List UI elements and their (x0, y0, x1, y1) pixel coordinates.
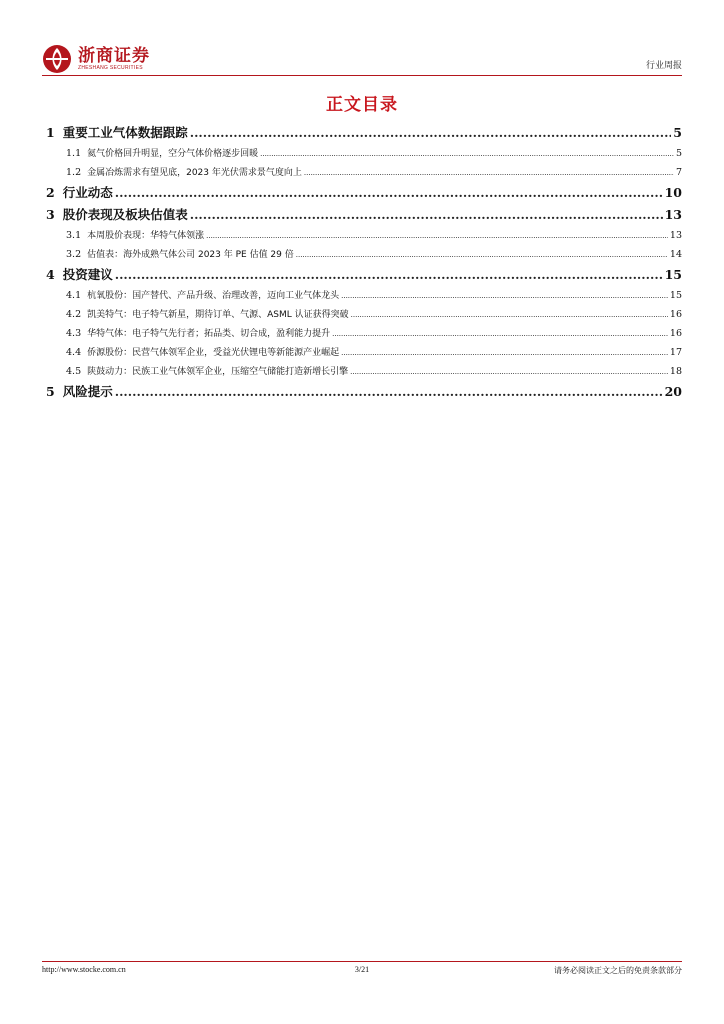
brand-logo (42, 44, 150, 74)
toc-dot-leader (332, 325, 668, 344)
toc-entry-page: 5 (675, 148, 682, 159)
toc-dot-leader (260, 145, 674, 164)
header-divider (42, 75, 682, 76)
toc-entry-number: 4.3 (66, 328, 82, 339)
toc-entry[interactable] (46, 324, 682, 343)
toc-entry-number: 3 (46, 207, 55, 222)
toc-entry-number: 4 (46, 267, 55, 282)
toc-title: 正文目录 (326, 95, 398, 115)
toc-entry-number: 4.5 (66, 366, 82, 377)
toc-entry-number: 2 (46, 185, 55, 200)
toc-dot-leader (115, 381, 663, 403)
toc-entry-page: 16 (669, 309, 682, 320)
toc-entry[interactable] (46, 305, 682, 324)
toc-entry[interactable] (46, 122, 682, 144)
page-header (42, 42, 682, 78)
toc-dot-leader (296, 246, 668, 265)
toc-entry-number: 1 (46, 125, 55, 140)
toc-entry[interactable] (46, 381, 682, 403)
toc-entry[interactable] (46, 264, 682, 286)
document-type: 行业周报 (645, 61, 682, 71)
toc-entry-title: 股价表现及板块估值表 (62, 207, 188, 222)
toc-entry-title: 氦气价格回升明显，空分气体价格逐步回暖 (87, 149, 259, 159)
toc-entry[interactable] (46, 362, 682, 381)
toc-dot-leader (115, 264, 663, 286)
toc-dot-leader (206, 227, 668, 246)
toc-entry-number: 4.4 (66, 347, 82, 358)
page-footer (42, 965, 682, 979)
toc-dot-leader (351, 306, 668, 325)
toc-entry-number: 4.2 (66, 309, 82, 320)
brand-name-en: ZHESHANG SECURITIES (78, 64, 143, 71)
toc-entry-page: 13 (664, 207, 682, 222)
toc-entry-page: 18 (669, 366, 682, 377)
toc-entry-title: 风险提示 (62, 384, 113, 399)
toc-entry-page: 13 (669, 230, 682, 241)
toc-entry-page: 17 (669, 347, 682, 358)
toc-dot-leader (115, 182, 663, 204)
toc-entry-title: 陕鼓动力：民族工业气体领军企业，压缩空气储能打造新增长引擎 (87, 367, 349, 377)
brand-name-cn: 浙商证券 (78, 45, 150, 66)
toc-entry-title: 金属冶炼需求有望见底，2023 年光伏需求景气度向上 (87, 168, 302, 178)
toc-entry[interactable] (46, 204, 682, 226)
toc-entry[interactable] (46, 245, 682, 264)
zheshang-logo-icon (42, 44, 72, 74)
toc-dot-leader (190, 204, 663, 226)
toc-entry[interactable] (46, 286, 682, 305)
toc-entry-page: 15 (664, 267, 682, 282)
toc-entry-page: 14 (669, 249, 682, 260)
toc-dot-leader (304, 164, 674, 183)
toc-entry-title: 行业动态 (62, 185, 113, 200)
toc-entry-number: 5 (46, 384, 55, 399)
page-number: 3/21 (354, 965, 370, 974)
toc-dot-leader (341, 344, 668, 363)
toc-dot-leader (341, 287, 668, 306)
toc-entry-number: 3.1 (66, 230, 82, 241)
toc-entry-page: 7 (675, 167, 682, 178)
disclaimer-note: 请务必阅读正文之后的免责条款部分 (554, 966, 682, 975)
toc-entry[interactable] (46, 163, 682, 182)
toc-entry[interactable] (46, 144, 682, 163)
toc-entry-number: 1.1 (66, 148, 82, 159)
toc-entry-page: 10 (664, 185, 682, 200)
footer-divider (42, 961, 682, 962)
toc-entry-title: 凯美特气：电子特气新星，期待订单、气源、ASML 认证获得突破 (87, 310, 349, 320)
toc-entry-title: 华特气体：电子特气先行者；拓品类、切合成，盈利能力提升 (87, 329, 331, 339)
toc-entry-title: 估值表：海外成熟气体公司 2023 年 PE 估值 29 倍 (87, 250, 294, 260)
toc-entry-number: 1.2 (66, 167, 82, 178)
toc-dot-leader (190, 122, 672, 144)
toc-entry-title: 投资建议 (62, 267, 113, 282)
toc-entry-title: 本周股价表现：华特气体领涨 (87, 231, 205, 241)
toc-entry-page: 5 (673, 125, 682, 140)
table-of-contents (46, 122, 682, 403)
toc-dot-leader (350, 363, 668, 382)
toc-entry-title: 侨源股份：民营气体领军企业，受益光伏锂电等新能源产业崛起 (87, 348, 340, 358)
toc-entry-page: 16 (669, 328, 682, 339)
toc-entry-title: 重要工业气体数据跟踪 (62, 125, 188, 140)
toc-entry[interactable] (46, 182, 682, 204)
toc-entry[interactable] (46, 226, 682, 245)
toc-entry-number: 4.1 (66, 290, 82, 301)
toc-entry-number: 3.2 (66, 249, 82, 260)
footer-url-link[interactable]: http://www.stocke.com.cn (42, 965, 126, 974)
toc-entry-page: 15 (669, 290, 682, 301)
toc-entry[interactable] (46, 343, 682, 362)
toc-entry-title: 杭氧股份：国产替代、产品升级、治理改善，迈向工业气体龙头 (87, 291, 340, 301)
toc-entry-page: 20 (664, 384, 682, 399)
